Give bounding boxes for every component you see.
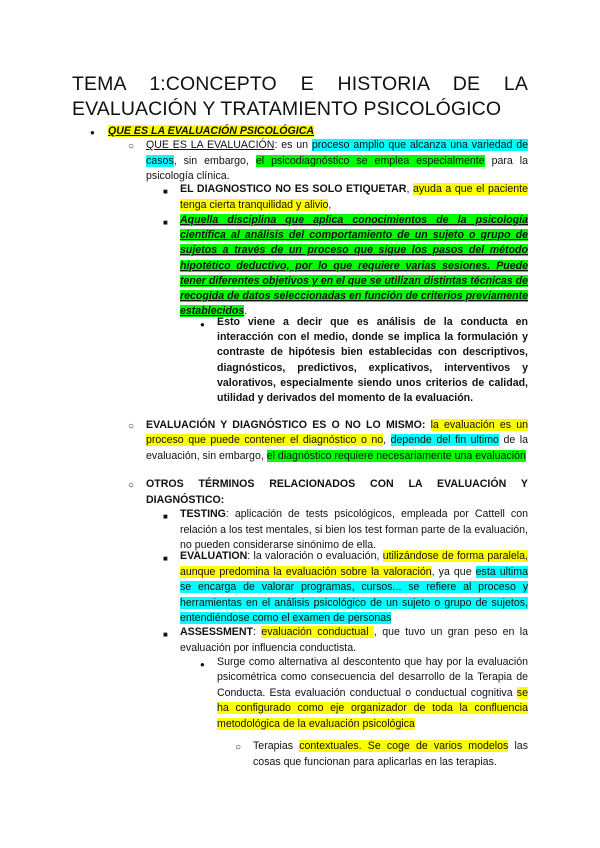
square-bullet-icon: ■ (163, 218, 168, 227)
document-title (72, 72, 528, 122)
filled-bullet-icon: ● (200, 320, 205, 329)
diagnostic-note: EL DIAGNOSTICO NO ES SOLO ETIQUETAR, ayuda a que el paciente tenga cierta tranquilidad y alivio, (180, 183, 528, 211)
behavioral-evaluation-note: Surge como alternativa al descontento que hay por la evaluación psicométrica como consecuencia del desarrollo de la Terapia de Conducta. Esta evaluación conductual o conductual cognitiva se ha configurado como eje organizador de toda la confluencia metodológica de la evaluación psicológica (217, 656, 528, 730)
title-line-1: TEMA 1:CONCEPTO E HISTORIA DE LA (72, 73, 528, 95)
hollow-bullet-icon: ○ (128, 141, 135, 152)
contextual-therapies-note: Terapias contextuales. Se coge de varios modelos las cosas que funcionan para aplicarlas en las terapias. (253, 740, 528, 768)
square-bullet-icon: ■ (163, 512, 168, 521)
title-line-2: EVALUACIÓN Y TRATAMIENTO PSICOLÓGICO (72, 98, 502, 120)
definition-paragraph: QUE ES LA EVALUACIÓN: es un proceso amplio que alcanza una variedad de casos, sin embargo, el psicodiagnóstico se emplea especialmente para la psicología clínica. (146, 139, 529, 183)
hollow-bullet-icon: ○ (235, 742, 242, 753)
behavior-analysis-note: Esto viene a decir que es análisis de la conducta en interacción con el medio, donde se implica la formulación y contraste de hipótesis bien establecidas con descriptivos, diagnósticos, predictivos, explicativos, interventivos y valorativos, especialmente siendo unos criterios de calidad, utilidad y derivados del momento de la evaluación. (217, 316, 528, 405)
discipline-definition: Aquella disciplina que aplica conocimientos de la psicología científica al análisis del comportamiento de un sujeto o grupo de sujetos a través de un proceso que sigue los pasos del método hipotético deductivo, por lo que requiere varias sesiones. Puede tener diferentes objetivos y en el que se utilizan distintas técnicas de recogida de datos seleccionadas en función de criterios previamente establecidos. (180, 214, 528, 318)
filled-bullet-icon: ● (90, 128, 95, 137)
section-heading-evaluacion: QUE ES LA EVALUACIÓN PSICOLÓGICA (108, 125, 315, 137)
assessment-term: ASSESSMENT: evaluación conductual , que tuvo un gran peso en la evaluación por influencia conductista. (180, 626, 529, 654)
hollow-bullet-icon: ○ (128, 421, 135, 432)
square-bullet-icon: ■ (163, 630, 168, 639)
evaluation-vs-diagnosis: EVALUACIÓN Y DIAGNÓSTICO ES O NO LO MISMO: la evaluación es un proceso que puede contener el diagnóstico o no, depende del fin ultimo de la evaluación, sin embargo, el diagnóstico requiere necesariamente una evaluación (146, 419, 528, 462)
hollow-bullet-icon: ○ (128, 480, 135, 491)
square-bullet-icon: ■ (163, 554, 168, 563)
square-bullet-icon: ■ (163, 187, 168, 196)
filled-bullet-icon: ● (200, 660, 205, 669)
related-terms-heading: OTROS TÉRMINOS RELACIONADOS CON LA EVALUACIÓN Y DIAGNÓSTICO: (146, 478, 528, 506)
testing-term: TESTING: aplicación de tests psicológicos, empleada por Cattell con relación a los test mentales, si bien los test forman parte de la evaluación, no pueden considerarse sinónimo de ella. (180, 508, 528, 552)
evaluation-term: EVALUATION: la valoración o evaluación, utilizándose de forma paralela, aunque predomina la evaluación sobre la valoración, ya que esta ultima se encarga de valorar programas, cursos... se refiere al proceso y herramientas en el análisis psicológico de un sujeto o grupo de sujetos, entendiéndose como el examen de personas (180, 550, 528, 625)
